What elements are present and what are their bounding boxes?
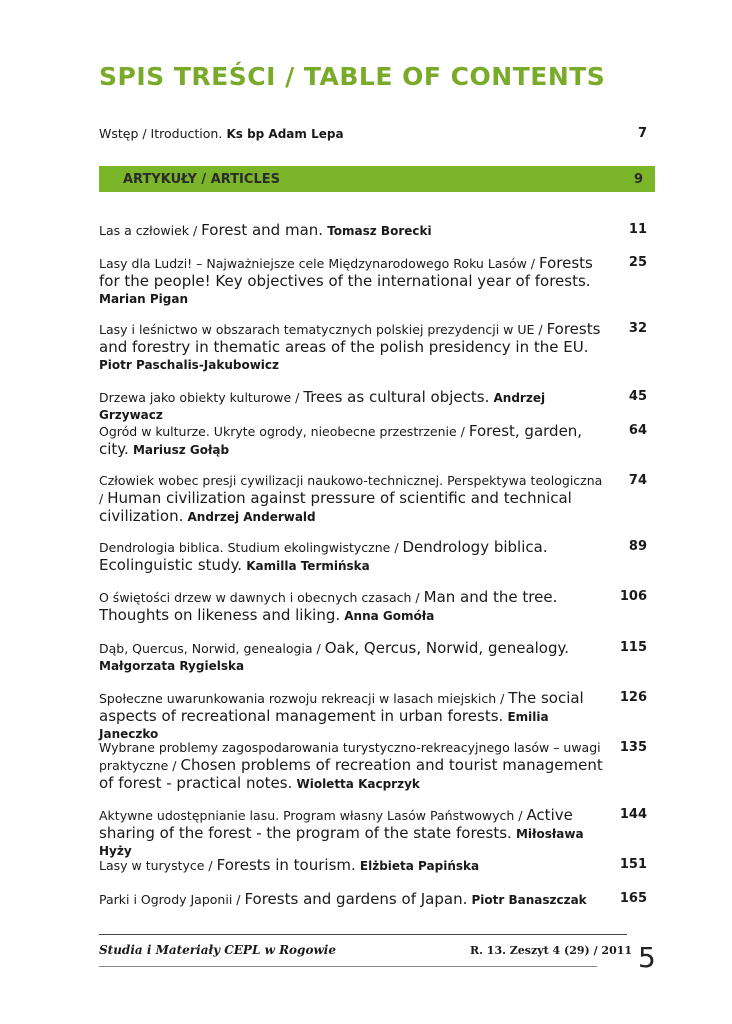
entry-page: 126 (619, 690, 647, 705)
entry-author: Małgorzata Rygielska (99, 659, 245, 673)
toc-entry[interactable] (99, 222, 647, 240)
footer-divider-top (99, 934, 627, 935)
entry-page: 151 (619, 857, 647, 872)
intro-title: Wstęp / Itroduction. (99, 126, 223, 141)
entry-title-pl: Dendrologia biblica. Studium ekolingwistyczne / (99, 540, 403, 555)
toc-entry[interactable] (99, 423, 647, 459)
entry-page: 89 (628, 539, 647, 554)
toc-entry-text (99, 126, 609, 143)
entry-author: Marian Pigan (99, 292, 189, 306)
entry-title-pl: Parki i Ogrody Japonii / (99, 892, 245, 907)
entry-author: Miłosława Hyży (99, 827, 584, 858)
entry-page: 74 (628, 473, 647, 488)
entry-title-en: Oak, Qercus, Norwid, genealogy. (324, 639, 570, 657)
entry-page: 135 (619, 740, 647, 755)
entry-author: Emilia Janeczko (99, 710, 549, 741)
toc-entry[interactable] (99, 690, 647, 743)
entry-author: Kamilla Termińska (246, 559, 370, 573)
intro-page: 7 (637, 126, 647, 141)
entry-title-en: The social aspects of recreational management in urban forests. (99, 689, 584, 725)
articles-section-header (99, 166, 655, 192)
entry-title-en: Dendrology biblica. Ecolinguistic study. (99, 538, 548, 574)
toc-entry[interactable] (99, 473, 647, 526)
toc-entry[interactable] (99, 740, 647, 793)
entry-title-en: Man and the tree. Thoughts on likeness and liking. (99, 588, 558, 624)
entry-page: 32 (628, 321, 647, 336)
entry-page: 106 (619, 589, 647, 604)
entry-title-pl: O świętości drzew w dawnych i obecnych czasach / (99, 590, 424, 605)
entry-title-en: Forest, garden, city. (99, 422, 583, 458)
entry-page: 115 (619, 640, 647, 655)
page-number: 5 (638, 941, 656, 974)
entry-page: 144 (619, 807, 647, 822)
entry-page: 25 (628, 255, 647, 270)
entry-author: Andrzej Grzywacz (99, 391, 546, 422)
footer-issue: R. 13. Zeszyt 4 (29) / 2011 (470, 944, 633, 957)
entry-title-en: Active sharing of the forest - the program of the state forests. (99, 806, 573, 842)
toc-intro[interactable] (99, 126, 647, 143)
entry-author: Elżbieta Papińska (359, 859, 480, 873)
entry-title-en: Chosen problems of recreation and tourist management of forest - practical notes. (99, 756, 603, 792)
entry-title-en: Forest and man. (201, 221, 324, 239)
toc-entry[interactable] (99, 891, 647, 909)
entry-title-pl: Wybrane problemy zagospodarowania turystyczno-rekreacyjnego lasów – uwagi praktyczne / (99, 740, 601, 773)
entry-author: Piotr Banaszczak (471, 893, 587, 907)
footer-journal-title: Studia i Materiały CEPL w Rogowie (99, 943, 336, 957)
entry-title-pl: Dąb, Quercus, Norwid, genealogia / (99, 641, 325, 656)
entry-page: 64 (628, 423, 647, 438)
entry-page: 45 (628, 389, 647, 404)
toc-entry[interactable] (99, 640, 647, 675)
entry-title-pl: Las a człowiek / (99, 223, 202, 238)
articles-page: 9 (633, 171, 643, 187)
entry-title-en: Trees as cultural objects. (303, 388, 490, 406)
entry-title-pl: Człowiek wobec presji cywilizacji naukowo-technicznej. Perspektywa teologiczna / (99, 473, 603, 506)
entry-author: Andrzej Anderwald (187, 510, 316, 524)
toc-entry[interactable] (99, 589, 647, 625)
toc-entry[interactable] (99, 389, 647, 424)
entry-title-en: Forests in tourism. (216, 856, 356, 874)
entry-title-pl: Lasy w turystyce / (99, 858, 217, 873)
articles-label: ARTYKUŁY / ARTICLES (123, 171, 280, 187)
toc-entry[interactable] (99, 807, 647, 860)
entry-page: 165 (619, 891, 647, 906)
footer-divider-bottom (99, 966, 597, 967)
entry-title-pl: Lasy i leśnictwo w obszarach tematycznych polskiej prezydencji w UE / (99, 322, 547, 337)
toc-entry[interactable] (99, 255, 647, 308)
entry-author: Tomasz Borecki (327, 224, 432, 238)
entry-title-en: Human civilization against pressure of scientific and technical civilization. (99, 489, 572, 525)
toc-entry[interactable] (99, 539, 647, 575)
entry-author: Anna Gomóła (344, 609, 435, 623)
entry-page: 11 (628, 222, 647, 237)
entry-title-en: Forests and forestry in thematic areas of the polish presidency in the EU. (99, 320, 601, 356)
toc-entry[interactable] (99, 857, 647, 875)
entry-title-pl: Aktywne udostępnianie lasu. Program własny Lasów Państwowych / (99, 808, 527, 823)
entry-title-en: Forests for the people! Key objectives of the international year of forests. (99, 254, 593, 290)
entry-title-pl: Ogród w kulturze. Ukryte ogrody, nieobecne przestrzenie / (99, 424, 469, 439)
entry-author: Wioletta Kacprzyk (296, 777, 420, 791)
toc-entry[interactable] (99, 321, 647, 374)
entry-title-pl: Drzewa jako obiekty kulturowe / (99, 390, 304, 405)
entry-author: Piotr Paschalis-Jakubowicz (99, 358, 280, 372)
entry-title-en: Forests and gardens of Japan. (244, 890, 468, 908)
entry-title-pl: Społeczne uwarunkowania rozwoju rekreacji w lasach miejskich / (99, 691, 509, 706)
entry-author: Mariusz Gołąb (132, 443, 230, 457)
entry-title-pl: Lasy dla Ludzi! – Najważniejsze cele Międzynarodowego Roku Lasów / (99, 256, 539, 271)
intro-author: Ks bp Adam Lepa (226, 127, 344, 141)
page-title: SPIS TREŚCI / TABLE OF CONTENTS (99, 62, 606, 91)
